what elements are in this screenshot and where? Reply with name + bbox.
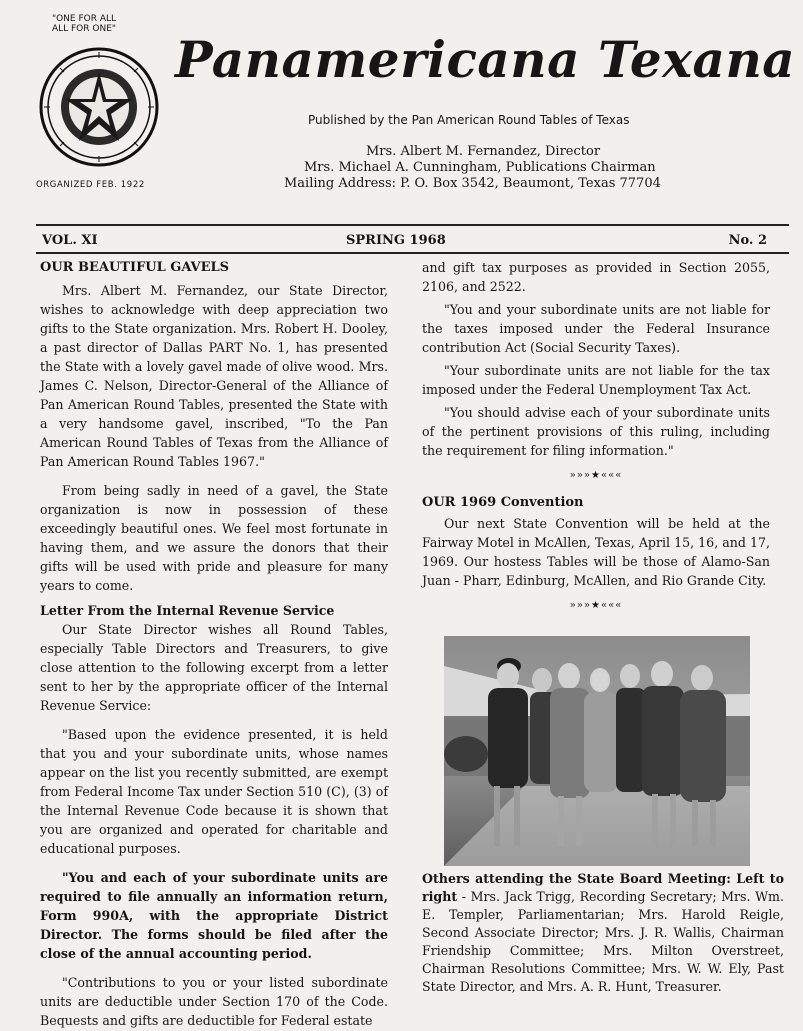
irs-continuation: "Your subordinate units are not liable for the tax imposed under the Federal Unemployment Tax Act. <box>422 363 770 397</box>
irs-continuation: and gift tax purposes as provided in Section 2055, 2106, and 2522. <box>422 260 770 294</box>
gavels-paragraph: From being sadly in need of a gavel, the State organization is now in possession of these exceedingly beautiful ones. We feel most fortunate in having them, and we assure the donors that their gifts will be used with pride and pleasure for many years to come. <box>40 483 388 593</box>
officers-block <box>284 144 661 192</box>
irs-heading: Letter From the Internal Revenue Service <box>40 603 335 618</box>
bottom-rule <box>36 252 789 254</box>
caption-lead: Others attending the State Board Meeting: Left to right <box>422 871 784 904</box>
volume: VOL. XI <box>42 233 98 248</box>
irs-paragraph: "Based upon the evidence presented, it is held that you and your subordinate units, whose names appear on the list you recently submitted, are exempt from Federal Income Tax under Section 510 (C), (3) of the Internal Revenue Code because it is shown that you are organized and operated for charitable and educational purposes. <box>40 727 388 856</box>
motto: "ONE FOR ALL ALL FOR ONE" <box>51 14 117 34</box>
caption-text: - Mrs. Jack Trigg, Recording Secretary; Mrs. Wm. E. Templer, Parliamentarian; Mrs. Harold Reigle, Second Associate Director; Mrs. J. R. Wallis, Chairman Friendship Committee; Mrs. Milton Overstreet, Chairman Resolutions Committee; Mrs. W. W. Ely, Past State Director, and Mrs. A. R. Hunt, Treasurer. <box>422 889 784 994</box>
gavels-paragraph: Mrs. Albert M. Fernandez, our State Director, wishes to acknowledge with deep appreciation two gifts to the State organization. Mrs. Robert H. Dooley, a past director of Dallas PART No. 1, has presented the State with a lovely gavel made of olive wood. Mrs. James C. Nelson, Director-General of the Alliance of Pan American Round Tables, presented the State with a very handsome gavel, inscribed, "To the Pan American Round Tables of Texas from the Alliance of Pan American Round Tables 1967." <box>40 283 388 469</box>
irs-continuation: "You and your subordinate units are not liable for the taxes imposed under the Federal Insurance contribution Act (Social Security Taxes). <box>422 302 770 355</box>
convention-heading: OUR 1969 Convention <box>422 495 584 510</box>
right-column <box>422 258 770 615</box>
organized-date: ORGANIZED FEB. 1922 <box>36 180 145 190</box>
publisher-line: Published by the Pan American Round Tables of Texas <box>308 113 630 127</box>
convention-paragraph: Our next State Convention will be held at the Fairway Motel in McAllen, Texas, April 15, 16, and 17, 1969. Our hostess Tables will be those of Alamo-San Juan - Pharr, Edinburg, McAllen, and Rio Grande City. <box>422 516 770 588</box>
gavels-heading: OUR BEAUTIFUL GAVELS <box>40 260 230 275</box>
photo-caption <box>422 870 784 996</box>
issue-number: No. 2 <box>728 233 767 248</box>
round-tables-seal-icon <box>38 46 160 168</box>
issue-line <box>40 233 785 249</box>
section-separator: »»»★««« <box>569 600 623 611</box>
irs-paragraph-bold: "You and each of your subordinate units are required to file annually an information return, Form 990A, with the appropriate District Director. The forms should be filed after the close of the annual accounting period. <box>40 870 388 961</box>
board-meeting-photo <box>444 636 750 866</box>
seal-block <box>28 14 168 194</box>
publications-chairman-line: Mrs. Michael A. Cunningham, Publications Chairman <box>304 160 656 175</box>
masthead-title: Panamericana Texana <box>175 30 796 89</box>
director-line: Mrs. Albert M. Fernandez, Director <box>366 144 601 159</box>
section-separator: »»»★««« <box>569 470 623 481</box>
mailing-address-line: Mailing Address: P. O. Box 3542, Beaumont, Texas 77704 <box>284 176 661 191</box>
irs-paragraph: "Contributions to you or your listed subordinate units are deductible under Section 170 of the Code. Bequests and gifts are deductible for Federal estate <box>40 975 388 1028</box>
issue-season: SPRING 1968 <box>346 233 446 248</box>
left-column <box>40 258 388 1030</box>
top-rule <box>36 224 789 226</box>
irs-continuation: "You should advise each of your subordinate units of the pertinent provisions of this ruling, including the requirement for filing information." <box>422 405 770 458</box>
irs-paragraph: Our State Director wishes all Round Tables, especially Table Directors and Treasurers, to give close attention to the following excerpt from a letter sent to her by the appropriate officer of the Internal Revenue Service: <box>40 622 388 713</box>
